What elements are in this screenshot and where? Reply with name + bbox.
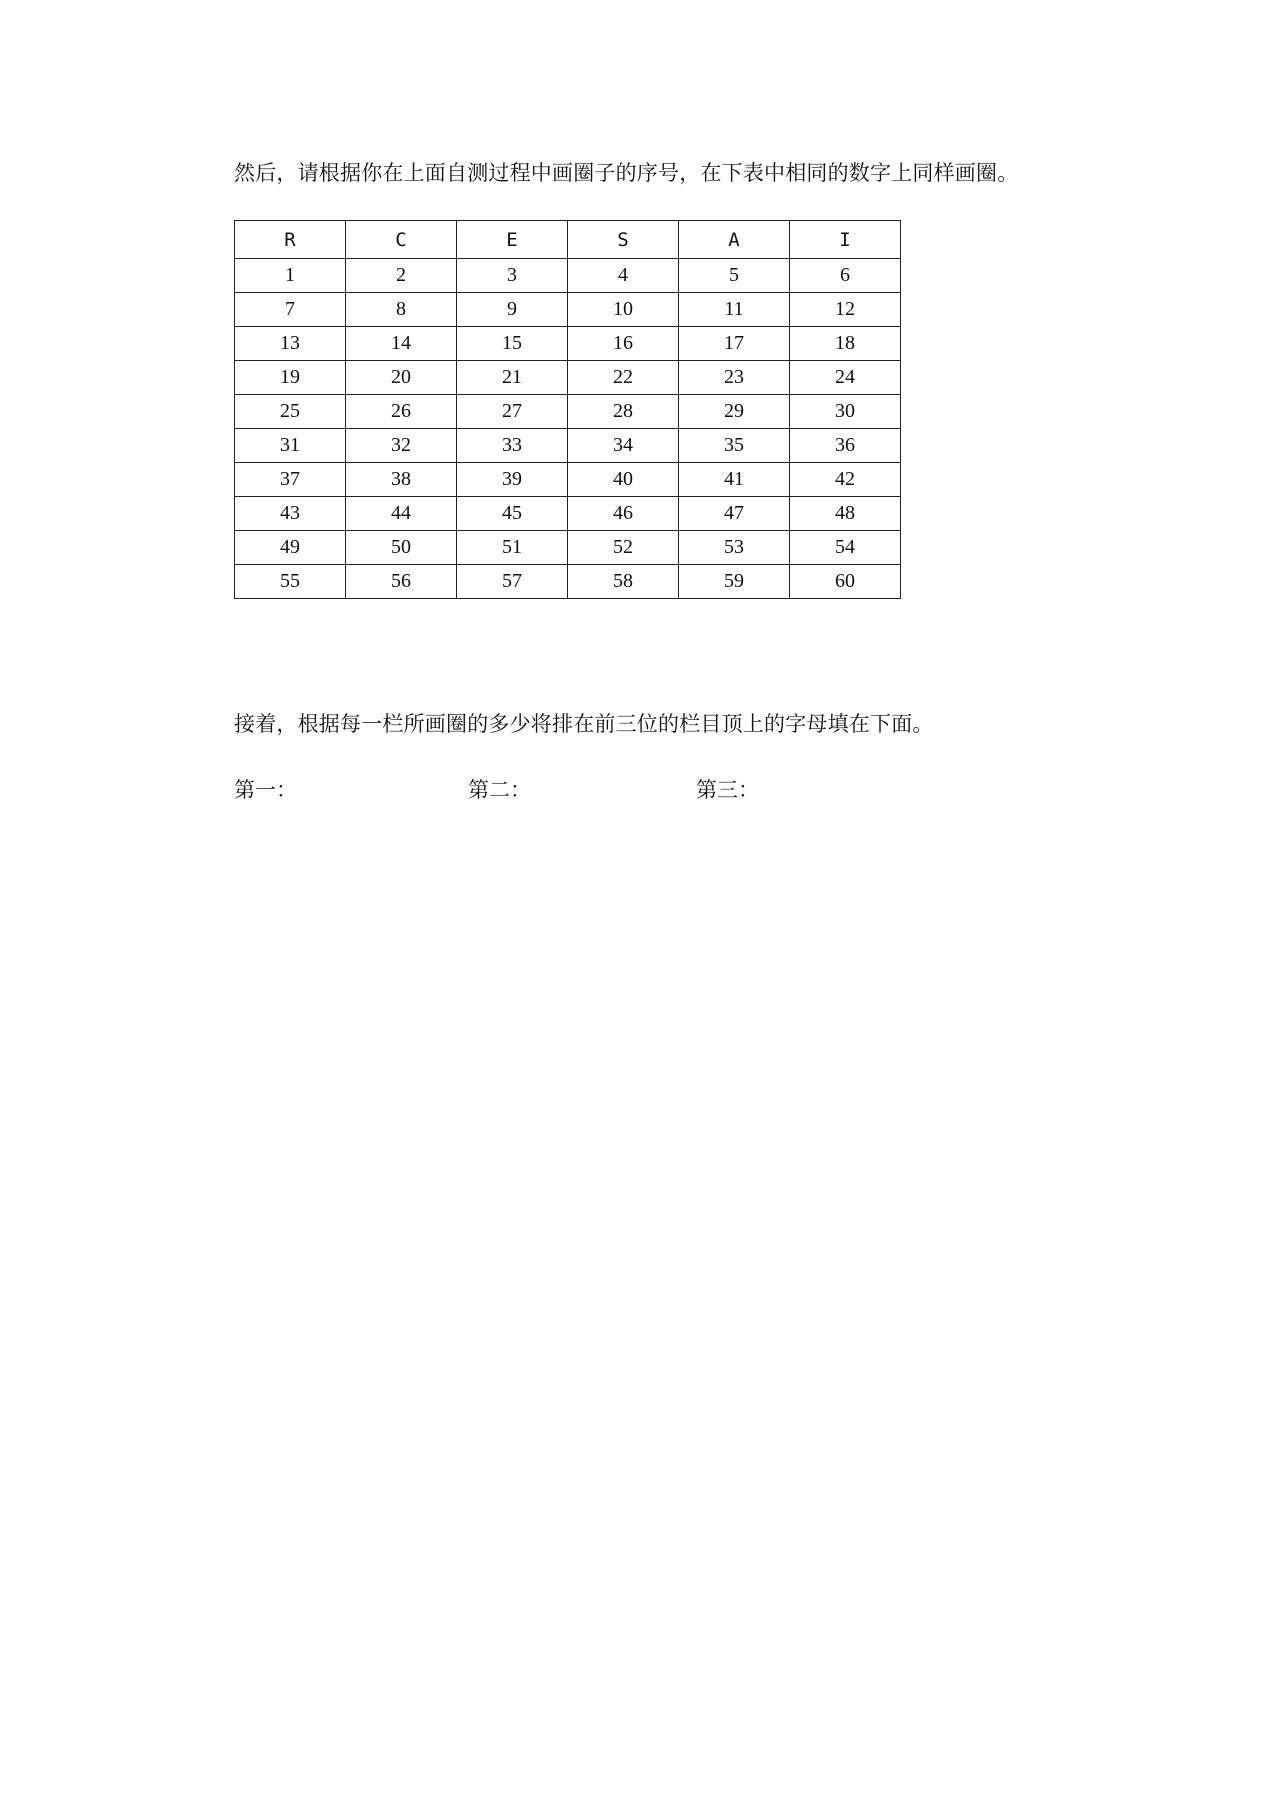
table-cell: 35 [679, 429, 790, 463]
table-cell: 46 [568, 497, 679, 531]
table-cell: 45 [457, 497, 568, 531]
table-cell: 23 [679, 361, 790, 395]
table-cell: 58 [568, 565, 679, 599]
table-cell: 29 [679, 395, 790, 429]
table-cell: 26 [346, 395, 457, 429]
rank-second-label: 第二： [468, 778, 531, 802]
header-cell: R [235, 221, 346, 259]
table-header-row [235, 221, 901, 259]
table-cell: 50 [346, 531, 457, 565]
table-cell: 56 [346, 565, 457, 599]
table-cell: 51 [457, 531, 568, 565]
table-cell: 60 [790, 565, 901, 599]
table-cell: 1 [235, 259, 346, 293]
table-cell: 48 [790, 497, 901, 531]
table-header [235, 221, 901, 259]
table-cell: 17 [679, 327, 790, 361]
table-cell: 36 [790, 429, 901, 463]
table-row [235, 565, 901, 599]
table-cell: 57 [457, 565, 568, 599]
table-cell: 13 [235, 327, 346, 361]
table-cell: 55 [235, 565, 346, 599]
table-cell: 42 [790, 463, 901, 497]
table-cell: 43 [235, 497, 346, 531]
table-cell: 22 [568, 361, 679, 395]
table-cell: 10 [568, 293, 679, 327]
table-cell: 52 [568, 531, 679, 565]
table-cell: 15 [457, 327, 568, 361]
table-cell: 12 [790, 293, 901, 327]
table-cell: 2 [346, 259, 457, 293]
table-cell: 24 [790, 361, 901, 395]
table-cell: 18 [790, 327, 901, 361]
table-cell: 31 [235, 429, 346, 463]
intro-paragraph: 然后，请根据你在上面自测过程中画圈子的序号，在下表中相同的数字上同样画圈。 [234, 161, 1019, 185]
table-cell: 3 [457, 259, 568, 293]
table-cell: 44 [346, 497, 457, 531]
table-cell: 41 [679, 463, 790, 497]
header-cell: E [457, 221, 568, 259]
table-row [235, 327, 901, 361]
rank-fill-row [0, 776, 1280, 806]
table-cell: 8 [346, 293, 457, 327]
table-cell: 47 [679, 497, 790, 531]
table-cell: 16 [568, 327, 679, 361]
table-cell: 4 [568, 259, 679, 293]
table-cell: 30 [790, 395, 901, 429]
table-cell: 38 [346, 463, 457, 497]
table-row [235, 361, 901, 395]
instruction-paragraph: 接着，根据每一栏所画圈的多少将排在前三位的栏目顶上的字母填在下面。 [234, 712, 934, 736]
table-cell: 39 [457, 463, 568, 497]
table-cell: 27 [457, 395, 568, 429]
rank-third-label: 第三： [696, 778, 759, 802]
table-row [235, 259, 901, 293]
table-row [235, 395, 901, 429]
table-row [235, 497, 901, 531]
table-row [235, 429, 901, 463]
table-cell: 34 [568, 429, 679, 463]
table-cell: 40 [568, 463, 679, 497]
table-cell: 28 [568, 395, 679, 429]
table-cell: 32 [346, 429, 457, 463]
table-cell: 37 [235, 463, 346, 497]
table-cell: 33 [457, 429, 568, 463]
table-cell: 14 [346, 327, 457, 361]
table-cell: 53 [679, 531, 790, 565]
header-cell: C [346, 221, 457, 259]
rank-first-label: 第一： [234, 778, 297, 802]
table-cell: 5 [679, 259, 790, 293]
table-cell: 9 [457, 293, 568, 327]
table-cell: 11 [679, 293, 790, 327]
table-cell: 19 [235, 361, 346, 395]
table-cell: 6 [790, 259, 901, 293]
header-cell: I [790, 221, 901, 259]
table-cell: 49 [235, 531, 346, 565]
table-row [235, 293, 901, 327]
header-cell: S [568, 221, 679, 259]
table-cell: 54 [790, 531, 901, 565]
header-cell: A [679, 221, 790, 259]
table-body [235, 259, 901, 599]
table-cell: 25 [235, 395, 346, 429]
table-cell: 59 [679, 565, 790, 599]
table-cell: 21 [457, 361, 568, 395]
table-cell: 20 [346, 361, 457, 395]
table-row [235, 531, 901, 565]
table-cell: 7 [235, 293, 346, 327]
riasec-table [234, 220, 901, 599]
table-row [235, 463, 901, 497]
